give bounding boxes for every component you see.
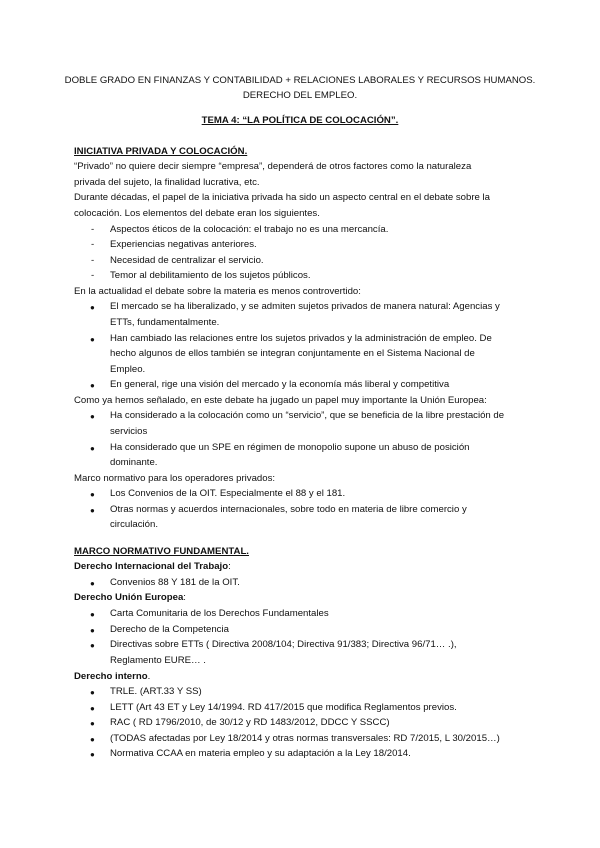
paragraph-line: “Privado” no quiere decir siempre “empresa”, dependerá de otros factores como la naturaleza bbox=[74, 161, 472, 172]
dash-marker: - bbox=[91, 239, 95, 250]
topic-title: TEMA 4: “LA POLÍTICA DE COLOCACIÓN”. bbox=[201, 115, 399, 126]
list-item: (TODAS afectadas por Ley 18/2014 y otras normas transversales: RD 7/2015, L 30/2015…) bbox=[110, 733, 500, 744]
list-item: Ha considerado que un SPE en régimen de monopolio supone un abuso de posición bbox=[110, 442, 470, 453]
list-item: LETT (Art 43 ET y Ley 14/1994. RD 417/2015 que modifica Reglamentos previos. bbox=[110, 702, 457, 713]
subheading-internacional: Derecho Internacional del Trabajo: bbox=[74, 561, 231, 572]
bullet-icon: ● bbox=[90, 719, 95, 728]
bullet-icon: ● bbox=[90, 735, 95, 744]
dash-marker: - bbox=[91, 255, 95, 266]
list-item: Normativa CCAA en materia empleo y su adaptación a la Ley 18/2014. bbox=[110, 748, 411, 759]
bullet-icon: ● bbox=[90, 750, 95, 759]
list-item: En general, rige una visión del mercado y la economía más liberal y competitiva bbox=[110, 379, 450, 390]
bullet-icon: ● bbox=[90, 626, 95, 635]
list-item: Otras normas y acuerdos internacionales, sobre todo en materia de libre comercio y bbox=[110, 504, 467, 515]
list-item: Temor al debilitamiento de los sujetos públicos. bbox=[110, 270, 311, 281]
bullet-icon: ● bbox=[90, 579, 95, 588]
dash-marker: - bbox=[91, 224, 95, 235]
paragraph-line: Como ya hemos señalado, en este debate ha jugado un papel muy importante la Unión Europea: bbox=[74, 395, 487, 406]
list-item: Aspectos éticos de la colocación: el trabajo no es una mercancía. bbox=[110, 224, 389, 235]
list-item: TRLE. (ART.33 Y SS) bbox=[110, 686, 202, 697]
bullet-icon: ● bbox=[90, 490, 95, 499]
subheading-interno: Derecho interno. bbox=[74, 671, 151, 682]
list-item: Carta Comunitaria de los Derechos Fundamentales bbox=[110, 608, 329, 619]
section-heading-marco: MARCO NORMATIVO FUNDAMENTAL. bbox=[74, 546, 249, 557]
list-item: RAC ( RD 1796/2010, de 30/12 y RD 1483/2012, DDCC Y SSCC) bbox=[110, 717, 390, 728]
bullet-icon: ● bbox=[90, 704, 95, 713]
paragraph-line: Durante décadas, el papel de la iniciativa privada ha sido un aspecto central en el debate sobre la bbox=[74, 192, 491, 203]
list-item-continuation: servicios bbox=[110, 426, 148, 437]
bullet-icon: ● bbox=[90, 444, 95, 453]
paragraph-line: Marco normativo para los operadores privados: bbox=[74, 473, 276, 484]
list-item: El mercado se ha liberalizado, y se admiten sujetos privados de manera natural: Agencias y bbox=[110, 301, 500, 312]
bullet-icon: ● bbox=[90, 303, 95, 312]
bullet-icon: ● bbox=[90, 688, 95, 697]
bullet-icon: ● bbox=[90, 641, 95, 650]
list-item-continuation: hecho algunos de ellos también se integran conjuntamente en el Sistema Nacional de bbox=[110, 348, 475, 359]
list-item: Necesidad de centralizar el servicio. bbox=[110, 255, 264, 266]
list-item-continuation: circulación. bbox=[110, 519, 158, 530]
list-item-continuation: dominante. bbox=[110, 457, 158, 468]
dash-marker: - bbox=[91, 270, 95, 281]
bullet-icon: ● bbox=[90, 335, 95, 344]
paragraph-line: colocación. Los elementos del debate eran los siguientes. bbox=[74, 208, 320, 219]
list-item-continuation: Empleo. bbox=[110, 364, 146, 375]
list-item-continuation: Reglamento EURE… . bbox=[110, 655, 206, 666]
bullet-icon: ● bbox=[90, 506, 95, 515]
bullet-icon: ● bbox=[90, 610, 95, 619]
list-item-continuation: ETTs, fundamentalmente. bbox=[110, 317, 220, 328]
subheading-ue: Derecho Unión Europea: bbox=[74, 592, 186, 603]
paragraph-line: privada del sujeto, la finalidad lucrativa, etc. bbox=[74, 177, 260, 188]
degree-title: DOBLE GRADO EN FINANZAS Y CONTABILIDAD + RELACIONES LABORALES Y RECURSOS HUMANOS. bbox=[64, 75, 536, 86]
section-heading-iniciativa: INICIATIVA PRIVADA Y COLOCACIÓN. bbox=[74, 146, 248, 157]
list-item: Han cambiado las relaciones entre los sujetos privados y la administración de empleo. De bbox=[110, 333, 492, 344]
list-item: Los Convenios de la OIT. Especialmente el 88 y el 181. bbox=[110, 488, 346, 499]
list-item: Ha considerado a la colocación como un “servicio”, que se beneficia de la libre prestación de bbox=[110, 410, 505, 421]
course-title: DERECHO DEL EMPLEO. bbox=[242, 90, 358, 101]
list-item: Convenios 88 Y 181 de la OIT. bbox=[110, 577, 240, 588]
paragraph-line: En la actualidad el debate sobre la materia es menos controvertido: bbox=[74, 286, 361, 297]
list-item: Directivas sobre ETTs ( Directiva 2008/104; Directiva 91/383; Directiva 96/71… .), bbox=[110, 639, 457, 650]
bullet-icon: ● bbox=[90, 381, 95, 390]
bullet-icon: ● bbox=[90, 412, 95, 421]
list-item: Derecho de la Competencia bbox=[110, 624, 229, 635]
list-item: Experiencias negativas anteriores. bbox=[110, 239, 257, 250]
